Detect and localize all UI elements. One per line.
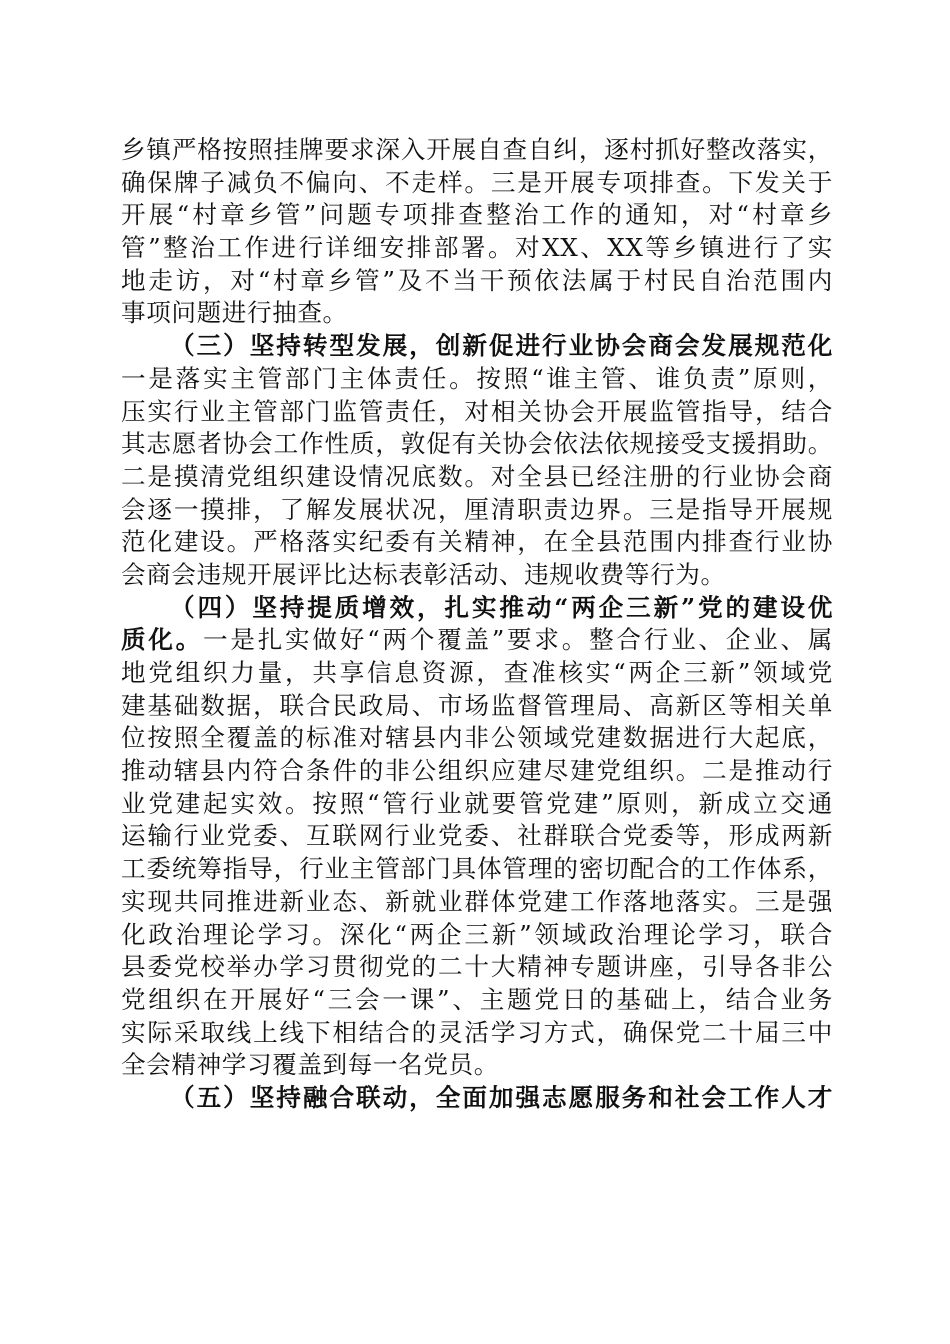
text-line-remainder: 一是扎实做好“两个覆盖”要求。整合行业、企业、属: [203, 625, 833, 655]
text-line: 全会精神学习覆盖到每一名党员。: [121, 1050, 499, 1080]
text-line: 确保牌子减负不偏向、不走样。三是开展专项排查。下发关于: [121, 167, 833, 197]
text-line: 工委统筹指导，行业主管部门具体管理的密切配合的工作体系，: [121, 854, 833, 884]
text-line: 业党建起实效。按照“管行业就要管党建”原则，新成立交通: [121, 788, 833, 818]
text-line: 位按照全覆盖的标准对辖县内非公领域党建数据进行大起底，: [121, 723, 833, 753]
text-line: 运输行业党委、互联网行业党委、社群联合党委等，形成两新: [121, 821, 833, 851]
text-line: 事项问题进行抽查。: [121, 298, 348, 328]
text-line: 二是摸清党组织建设情况底数。对全县已经注册的行业协会商: [121, 461, 833, 491]
text-line: 乡镇严格按照挂牌要求深入开展自查自纠，逐村抓好整改落实，: [121, 135, 833, 164]
heading-tail: 质化。: [121, 625, 204, 655]
text-line: 化政治理论学习。深化“两企三新”领域政治理论学习，联合: [121, 919, 833, 949]
text-line: 一是落实主管部门主体责任。按照“谁主管、谁负责”原则，: [121, 363, 833, 393]
text-line: 地党组织力量，共享信息资源，查准核实“两企三新”领域党: [121, 658, 833, 687]
section-heading-line: （三）坚持转型发展，创新促进行业协会商会发展规范化: [170, 331, 833, 361]
section-heading-line: （五）坚持融合联动，全面加强志愿服务和社会工作人才: [170, 1082, 833, 1112]
text-line: 党组织在开展好“三会一课”、主题党日的基础上，结合业务: [121, 984, 833, 1014]
text-line: 范化建设。严格落实纪委有关精神，在全县范围内排查行业协: [121, 527, 833, 557]
section-heading-line: （四）坚持提质增效，扎实推动“两企三新”党的建设优: [170, 592, 833, 622]
text-line: 建基础数据，联合民政局、市场监督管理局、高新区等相关单: [121, 690, 833, 720]
text-line: 会逐一摸排，了解发展状况，厘清职责边界。三是指导开展规: [121, 494, 833, 524]
text-line: 实际采取线上线下相结合的灵活学习方式，确保党二十届三中: [121, 1017, 833, 1047]
text-line: 其志愿者协会工作性质，敦促有关协会依法依规接受支援捐助。: [121, 429, 833, 459]
text-line: 开展“村章乡管”问题专项排查整治工作的通知，对“村章乡: [121, 200, 833, 230]
text-line: 县委党校举办学习贯彻党的二十大精神专题讲座，引导各非公: [121, 952, 833, 982]
text-line: 实现共同推进新业态、新就业群体党建工作落地落实。三是强: [121, 886, 833, 916]
text-line: 会商会违规开展评比达标表彰活动、违规收费等行为。: [121, 559, 726, 589]
text-line: 地走访，对“村章乡管”及不当干预依法属于村民自治范围内: [121, 265, 833, 295]
text-line: [121, 624, 833, 657]
text-line: 管”整治工作进行详细安排部署。对XX、XX等乡镇进行了实: [121, 233, 833, 263]
document-body: [121, 134, 833, 1115]
text-line: 压实行业主管部门监管责任，对相关协会开展监管指导，结合: [121, 396, 833, 426]
text-line: 推动辖县内符合条件的非公组织应建尽建党组织。二是推动行: [121, 756, 833, 786]
